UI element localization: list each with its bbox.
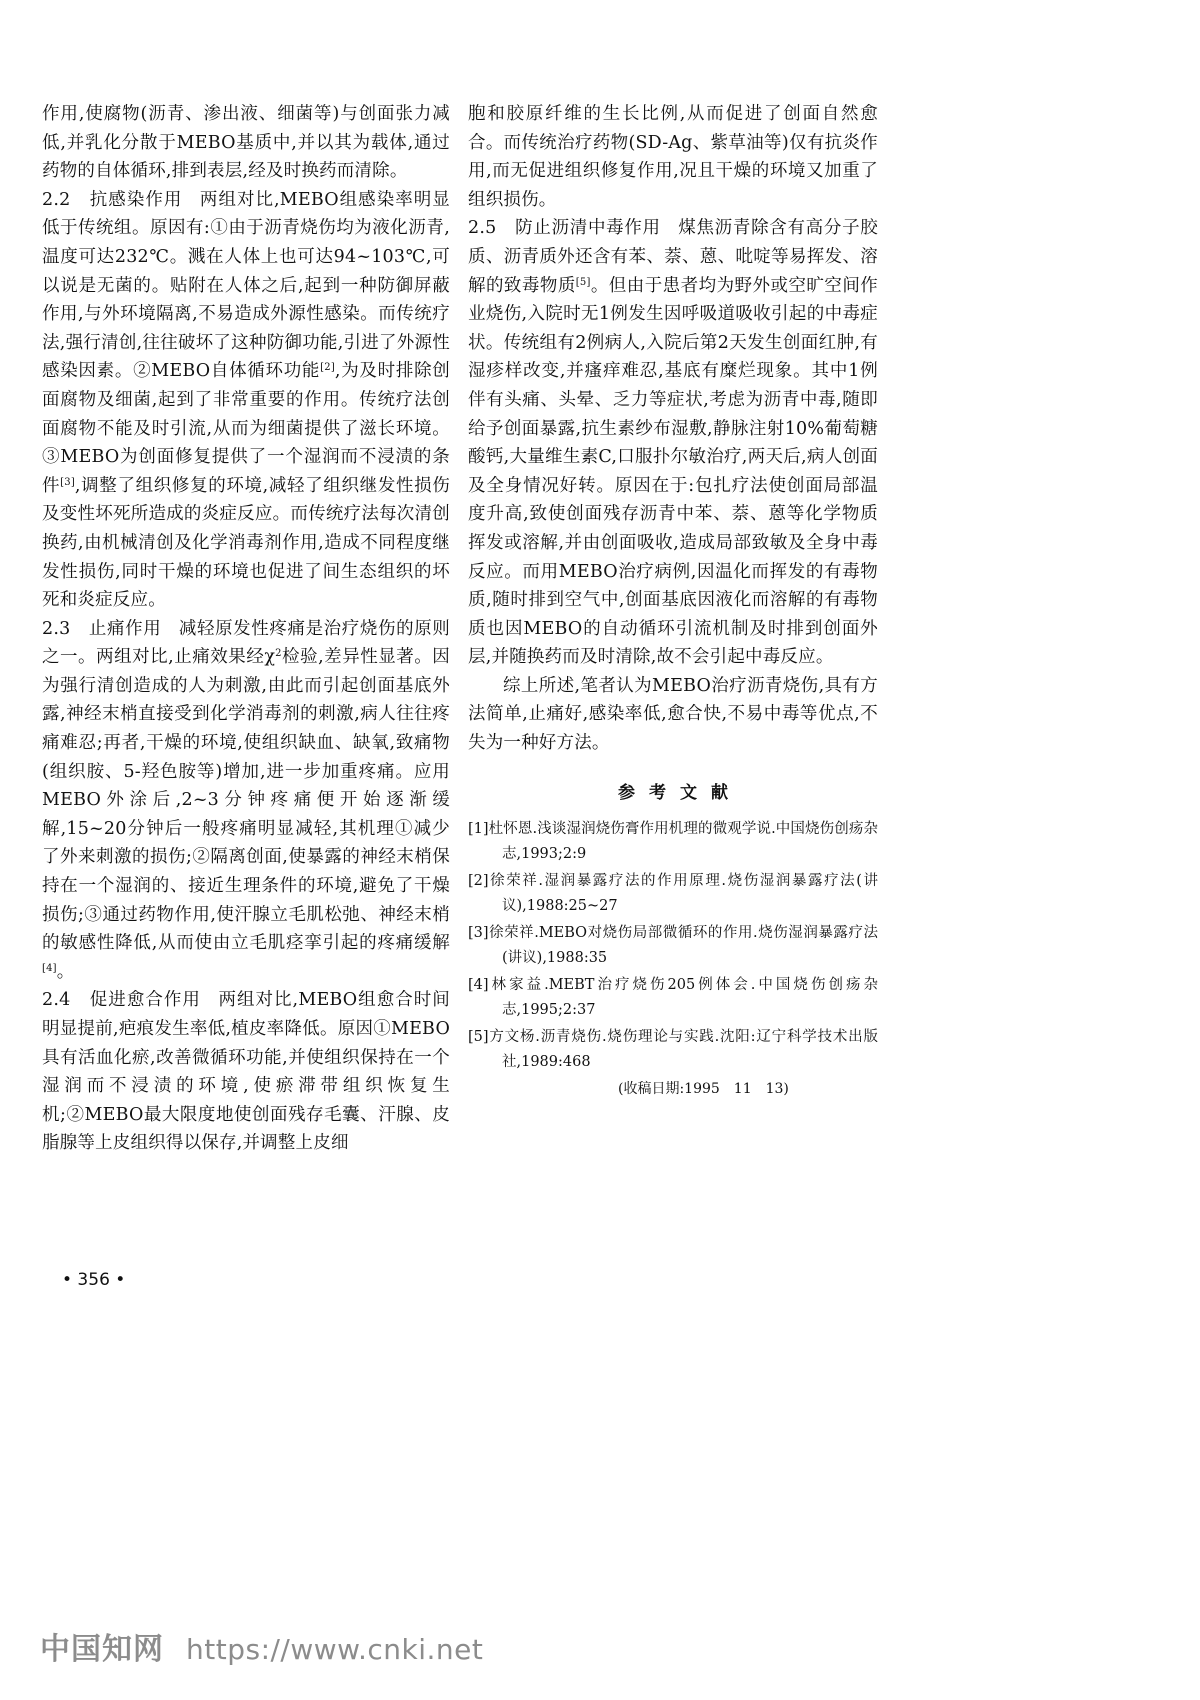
cnki-url-link[interactable]: https://www.cnki.net <box>186 1633 484 1666</box>
reference-item: [2]徐荣祥.湿润暴露疗法的作用原理.烧伤湿润暴露疗法(讲议),1988:25~27 <box>468 872 878 914</box>
body-text: 检验,差异性显著。因为强行清创造成的人为刺激,由此而引起创面基底外露,神经末梢直接受到化学消毒剂的刺激,病人往往疼痛难忍;再者,干燥的环境,使组织缺血、缺氧,致痛物(组织胺、5-羟色胺等)增加,进一步加重疼痛。应用MEBO外涂后,2~3分钟疼痛便开始逐渐缓解,15~20分钟后一般疼痛明显减轻,其机理①减少了外来刺激的损伤;②隔离创面,使暴露的神经末梢保持在一个湿润的、接近生理条件的环境,避免了干燥损伤;③通过药物作用,使汗腺立毛肌松弛、神经末梢的敏感性降低,从而使由立毛肌痉挛引起的疼痛缓解 <box>42 647 451 954</box>
section-2-5 <box>468 214 878 672</box>
reference-item: [5]方文杨.沥青烧伤.烧伤理论与实践.沈阳:辽宁科学技术出版社,1989:468 <box>468 1028 878 1070</box>
section-2-4 <box>42 986 450 1158</box>
body-text: 两组对比,MEBO组愈合时间明显提前,疤痕发生率低,植皮率降低。原因①MEBO具有活血化瘀,改善微循环功能,并使组织保持在一个湿润而不浸渍的环境,使瘀滞带组织恢复生机;②MEBO最大限度地使创面残存毛囊、汗腺、皮脂腺等上皮组织得以保存,并调整上皮细 <box>42 990 450 1154</box>
body-text: 。但由于患者均为野外或空旷空间作业烧伤,入院时无1例发生因呼吸道吸收引起的中毒症状。传统组有2例病人,入院后第2天发生创面红肿,有湿疹样改变,并瘙痒难忍,基底有糜烂现象。其中1例伴有头痛、头晕、乏力等症状,考虑为沥青中毒,随即给予创面暴露,抗生素纱布湿敷,静脉注射10%葡萄糖酸钙,大量维生素C,口服扑尔敏治疗,两天后,病人创面及全身情况好转。原因在于:包扎疗法使创面局部温度升高,致使创面残存沥青中苯、萘、蒽等化学物质挥发或溶解,并由创面吸收,造成局部致敏及全身中毒反应。而用MEBO治疗病例,因温化而挥发的有毒物质,随时排到空气中,创面基底因液化而溶解的有毒物质也因MEBO的自动循环引流机制及时排到创面外层,并随换药而及时清除,故不会引起中毒反应。 <box>468 275 878 668</box>
reference-list <box>468 817 878 1075</box>
body-paragraph: 作用,使腐物(沥青、渗出液、细菌等)与创面张力减低,并乳化分散于MEBO基质中,并以其为载体,通过药物的自体循环,排到表层,经及时换药而清除。 <box>42 104 450 182</box>
body-text: 减轻原发性疼痛是治疗烧伤的原则之一。两组对比,止痛效果经χ <box>42 618 451 668</box>
section-heading: 2.2 抗感染作用 <box>42 189 183 210</box>
section-heading: 2.4 促进愈合作用 <box>42 990 201 1011</box>
reference-item: [3]徐荣祥.MEBO对烧伤局部微循环的作用.烧伤湿润暴露疗法(讲议),1988:35 <box>468 924 878 966</box>
body-text: 。 <box>56 961 75 982</box>
left-column <box>42 100 450 1158</box>
reference-item: [1]杜怀恩.浅谈湿润烧伤膏作用机理的微观学说.中国烧伤创疡杂志,1993;2:9 <box>468 820 878 862</box>
body-text: 煤焦沥青除含有高分子胶质、沥青质外还含有苯、萘、蒽、吡啶等易挥发、溶解的致毒物质 <box>468 218 878 296</box>
section-2-2 <box>42 186 450 615</box>
page-number: • 356 • <box>62 1270 126 1290</box>
references-title: 参考文献 <box>618 782 742 803</box>
section-2-3 <box>42 615 450 987</box>
section-heading: 2.5 防止沥清中毒作用 <box>468 218 661 239</box>
body-paragraph: 胞和胶原纤维的生长比例,从而促进了创面自然愈合。而传统治疗药物(SD-Ag、紫草油等)仅有抗炎作用,而无促进组织修复作用,况且干燥的环境又加重了组织损伤。 <box>468 104 878 210</box>
cnki-logo: 中国知网 <box>40 1632 164 1667</box>
body-text: 两组对比,MEBO组感染率明显低于传统组。原因有:①由于沥青烧伤均为液化沥青,温度可达232℃。溅在人体上也可达94~103℃,可以说是无菌的。贴附在人体之后,起到一种防御屏蔽作用,与外环境隔离,不易造成外源性感染。而传统疗法,强行清创,往往破坏了这种防御功能,引进了外源性感染因素。②MEBO自体循环功能 <box>42 189 450 382</box>
right-column <box>468 100 878 1101</box>
reference-item: [4]林家益.MEBT治疗烧伤205例体会.中国烧伤创疡杂志,1995;2:37 <box>468 976 878 1018</box>
citation: [4] <box>42 962 57 974</box>
superscript: 2 <box>275 648 282 660</box>
footer-watermark <box>40 1624 483 1668</box>
section-heading: 2.3 止痛作用 <box>42 618 162 639</box>
citation: [3] <box>60 476 75 488</box>
received-date: (收稿日期:1995 11 13) <box>618 1080 789 1097</box>
citation: [5] <box>575 276 591 288</box>
citation: [2] <box>320 362 335 374</box>
body-text: ,调整了组织修复的环境,减轻了组织继发性损伤及变性坏死所造成的炎症反应。而传统疗法每次清创换药,由机械清创及化学消毒剂作用,造成不同程度继发性损伤,同时干燥的环境也促进了间生态组织的坏死和炎症反应。 <box>42 475 450 611</box>
conclusion-paragraph: 综上所述,笔者认为MEBO治疗沥青烧伤,具有方法简单,止痛好,感染率低,愈合快,不易中毒等优点,不失为一种好方法。 <box>468 675 878 754</box>
body-text: ,为及时排除创面腐物及细菌,起到了非常重要的作用。传统疗法创面腐物不能及时引流,从而为细菌提供了滋长环境。③MEBO为创面修复提供了一个湿润而不浸渍的条件 <box>42 361 450 496</box>
